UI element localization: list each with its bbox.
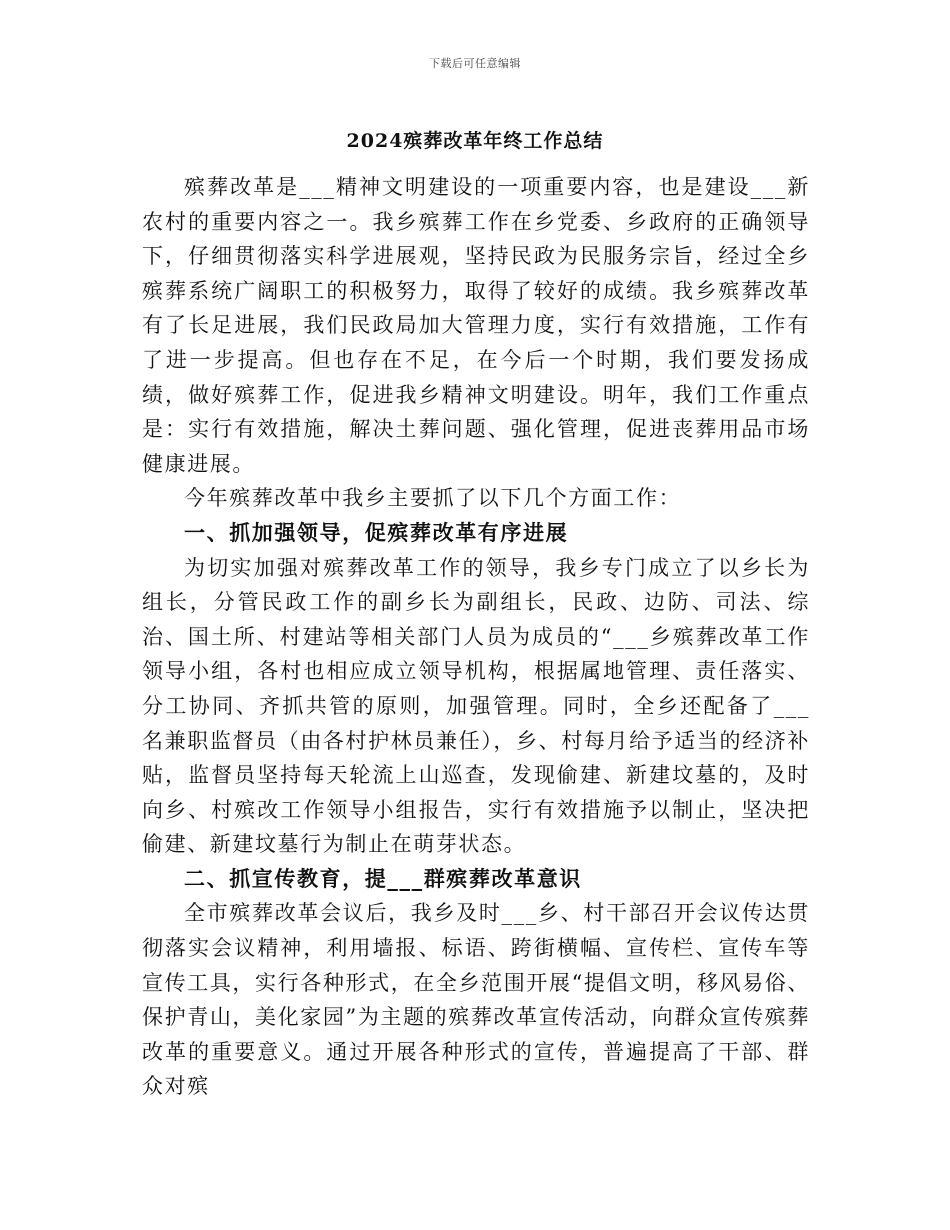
document-title: 2024殡葬改革年终工作总结 xyxy=(346,130,604,152)
section-1-heading: 一、抓加强领导，促殡葬改革有序进展 xyxy=(184,519,569,545)
intro-paragraph: 殡葬改革是___精神文明建设的一项重要内容，也是建设___新农村的重要内容之一。我乡殡葬工作在乡党委、乡政府的正确领导下，仔细贯彻落实科学进展观，坚持民政为民服务宗旨，经过全乡殡葬系统广阔职工的积极努力，取得了较好的成绩。我乡殡葬改革有了长足进展，我们民政局加大管理力度，实行有效措施，工作有了进一步提高。但也存在不足，在今后一个时期，我们要发扬成绩，做好殡葬工作，促进我乡精神文明建设。明年，我们工作重点是：实行有效措施，解决土葬问题、强化管理，促进丧葬用品市场健康进展。 xyxy=(142,175,810,476)
section-2-heading: 二、抓宣传教育，提___群殡葬改革意识 xyxy=(184,865,582,891)
section-1-paragraph: 为切实加强对殡葬改革工作的领导，我乡专门成立了以乡长为组长，分管民政工作的副乡长为副组长，民政、边防、司法、综治、国土所、村建站等相关部门人员为成员的“___乡殡葬改革工作领导小组，各村也相应成立领导机构，根据属地管理、责任落实、分工协同、齐抓共管的原则，加强管理。同时，全乡还配备了___名兼职监督员（由各村护林员兼任），乡、村每月给予适当的经济补贴，监督员坚持每天轮流上山巡查，发现偷建、新建坟墓的，及时向乡、村殡改工作领导小组报告，实行有效措施予以制止，坚决把偷建、新建坟墓行为制止在萌芽状态。 xyxy=(142,555,810,857)
page-header-note: 下载后可任意编辑 xyxy=(429,57,521,70)
section-2-paragraph: 全市殡葬改革会议后，我乡及时___乡、村干部召开会议传达贯彻落实会议精神，利用墙报、标语、跨街横幅、宣传栏、宣传车等宣传工具，实行各种形式，在全乡范围开展“提倡文明，移风易俗、保护青山，美化家园”为主题的殡葬改革宣传活动，向群众宣传殡葬改革的重要意义。通过开展各种形式的宣传，普遍提高了干部、群众对殡 xyxy=(142,901,810,1099)
lead-paragraph: 今年殡葬改革中我乡主要抓了以下几个方面工作： xyxy=(184,486,682,511)
document-body xyxy=(142,170,810,1104)
